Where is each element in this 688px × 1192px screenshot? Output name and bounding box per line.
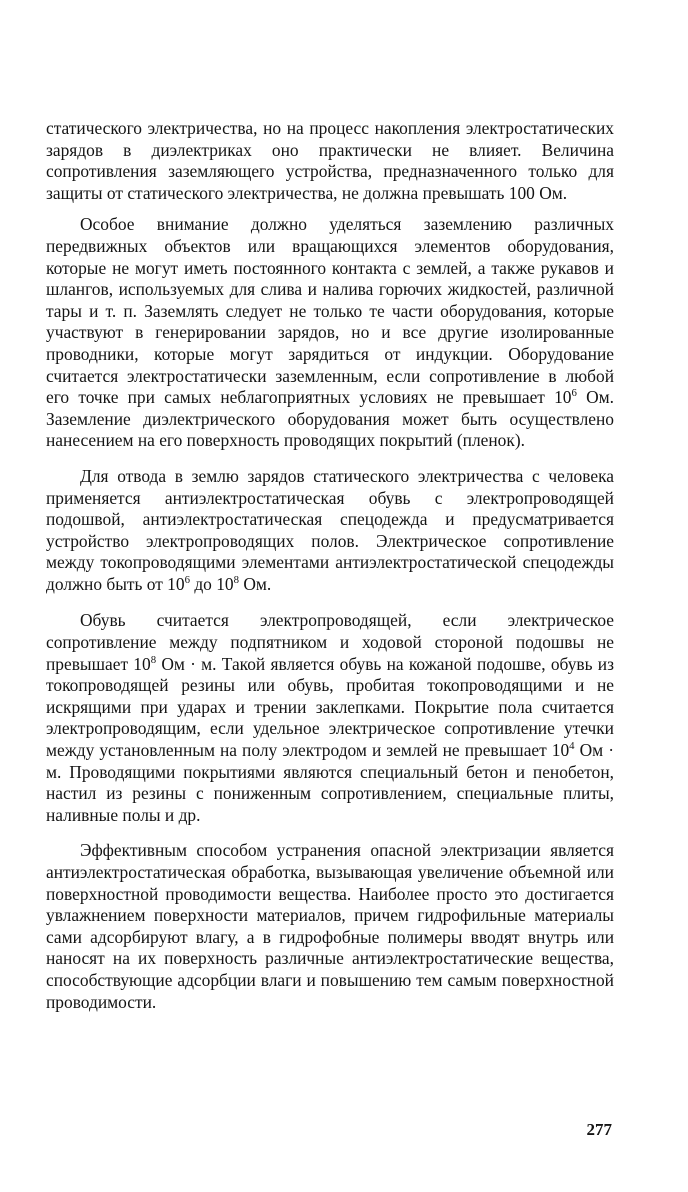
text-run: до 10 [189,573,234,594]
paragraph-3 [46,466,614,596]
paragraph-4 [46,610,614,826]
text-run: Ом · м. Проводящими покрытиями являются специальный бетон и пенобетон, настил из резины с пониженным сопротивлением, специальные плиты, наливные полы и др. [46,740,614,825]
exponent: 6 [571,387,577,400]
text-run: Ом. [239,573,272,594]
text-run: Особое внимание должно уделяться заземлению различных передвижных объектов или вращающихся элементов оборудования, которые не могут иметь постоянного контакта с землей, а также рукавов и шлангов, используемых для слива и налива горючих жидкостей, различной тары и т. п. Заземлять следует не только те части оборудования, которые участвуют в генерировании зарядов, но и все другие изолированные проводники, которые могут зарядиться от индукции. Оборудование считается электростатически заземленным, если сопротивление в любой его точке при самых неблагоприятных условиях не превышает 10 [46,214,614,408]
exponent: 8 [150,653,157,666]
paragraph-5 [46,840,614,1013]
paragraph-2 [46,214,614,452]
text-run: Ом · м. Такой является обувь на кожаной подошве, обувь из токопроводящей резины или обувь, пробитая токопроводящими и не искрящими при ударах и трении заклепками. Покрытие пола считается электропроводящим, если удельное электрическое сопротивление утечки между установленным на полу электродом и землей не превышает 10 [46,653,614,761]
exponent: 4 [569,740,575,753]
page-number: 277 [586,1120,612,1139]
exponent: 8 [233,574,239,587]
exponent: 6 [184,574,190,587]
text-run: статического электричества, но на процесс накопления электростатических зарядов в диэлектриках оно практически не влияет. Величина сопротивления заземляющего устройства, предназначенного только для защиты от статического электричества, не должна превышать 100 Ом. [46,118,614,203]
text-run: Для отвода в землю зарядов статического электричества с человека применяется антиэлектростатическая обувь с электропроводящей подошвой, антиэлектростатическая спецодежда и предусматривается устройство электропроводящих полов. Электрическое сопротивление между токопроводящими элементами антиэлектростатической спецодежды должно быть от 10 [46,465,614,594]
paragraph-1 [46,118,614,204]
page-text [46,118,614,1013]
text-run: Ом. Заземление диэлектрического оборудования может быть осуществлено нанесением на его поверхность проводящих покрытий (пленок). [46,387,614,451]
text-run: Обувь считается электропроводящей, если электрическое сопротивление между подпятником и ходовой стороной подошвы не превышает 10 [46,610,614,674]
text-run: Эффективным способом устранения опасной электризации является антиэлектростатическая обработка, вызывающая увеличение объемной или поверхностной проводимости вещества. Наиболее просто это достигается увлажнением поверхности материалов, причем гидрофильные материалы сами адсорбируют влагу, а в гидрофобные полимеры вводят внутрь или наносят на их поверхность различные антиэлектростатические вещества, способствующие адсорбции влаги и повышению тем самым поверхностной проводимости. [46,840,614,1012]
